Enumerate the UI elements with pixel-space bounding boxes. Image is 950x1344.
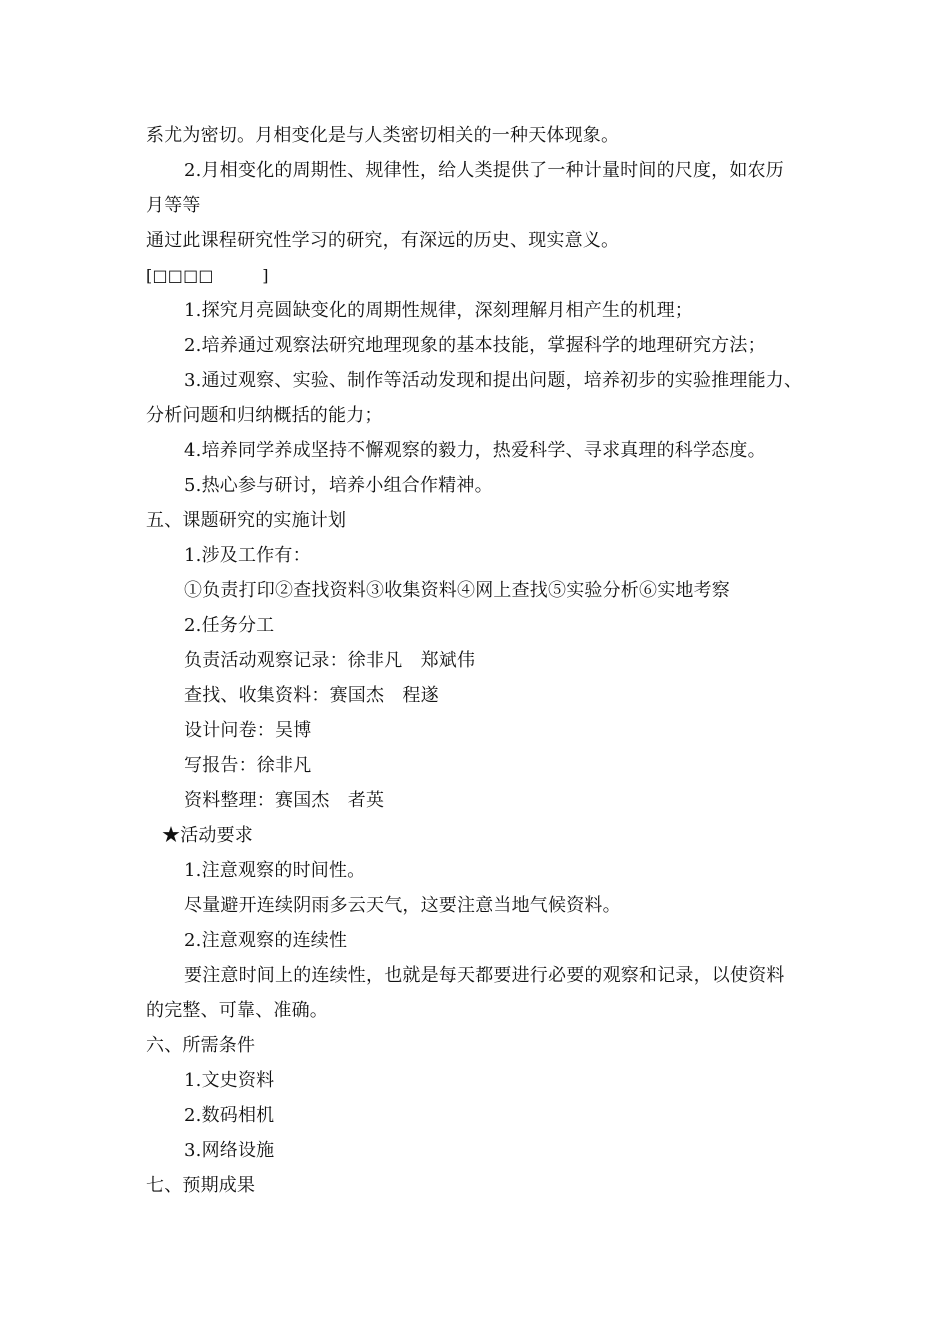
paragraph-line: 1.涉及工作有： — [184, 545, 311, 566]
section-heading: 五、课题研究的实施计划 — [146, 510, 347, 531]
paragraph-line: 2.注意观察的连续性 — [184, 930, 348, 951]
assignment-line: 查找、收集资料：赛国杰 程遂 — [184, 685, 439, 706]
list-item: 3.通过观察、实验、制作等活动发现和提出问题，培养初步的实验推理能力、 — [184, 370, 803, 391]
subsection-heading: ★活动要求 — [162, 825, 253, 846]
list-item: 4.培养同学养成坚持不懈观察的毅力，热爱科学、寻求真理的科学态度。 — [184, 440, 766, 461]
paragraph-line: 2.任务分工 — [184, 615, 275, 636]
section-heading: 七、预期成果 — [146, 1175, 256, 1196]
paragraph-line: 尽量避开连续阴雨多云天气，这要注意当地气候资料。 — [184, 895, 621, 916]
assignment-line: 写报告：徐非凡 — [184, 755, 312, 776]
paragraph-line: 系尤为密切。月相变化是与人类密切相关的一种天体现象。 — [146, 125, 620, 146]
paragraph-line: ①负责打印②查找资料③收集资料④网上查找⑤实验分析⑥实地考察 — [184, 580, 730, 601]
paragraph-line: 2.月相变化的周期性、规律性，给人类提供了一种计量时间的尺度，如农历 — [184, 160, 784, 181]
list-item-continuation: 分析问题和归纳概括的能力； — [146, 405, 383, 426]
list-item: 2.培养通过观察法研究地理现象的基本技能，掌握科学的地理研究方法； — [184, 335, 766, 356]
assignment-line: 设计问卷：吴博 — [184, 720, 312, 741]
paragraph-line: 月等等 — [146, 195, 201, 216]
paragraph-line: 的完整、可靠、准确。 — [146, 1000, 328, 1021]
paragraph-line: 1.注意观察的时间性。 — [184, 860, 366, 881]
paragraph-line: 通过此课程研究性学习的研究，有深远的历史、现实意义。 — [146, 230, 620, 251]
section-heading-placeholder: [□□□□ ] — [146, 266, 269, 285]
list-item: 3.网络设施 — [184, 1140, 275, 1161]
list-item: 1.文史资料 — [184, 1070, 275, 1091]
list-item: 1.探究月亮圆缺变化的周期性规律，深刻理解月相产生的机理； — [184, 300, 693, 321]
assignment-line: 资料整理：赛国杰 者英 — [184, 790, 385, 811]
list-item: 5.热心参与研讨，培养小组合作精神。 — [184, 475, 493, 496]
paragraph-line: 要注意时间上的连续性，也就是每天都要进行必要的观察和记录，以使资料 — [184, 965, 785, 986]
list-item: 2.数码相机 — [184, 1105, 275, 1126]
assignment-line: 负责活动观察记录：徐非凡 郑斌伟 — [184, 650, 476, 671]
section-heading: 六、所需条件 — [146, 1035, 256, 1056]
